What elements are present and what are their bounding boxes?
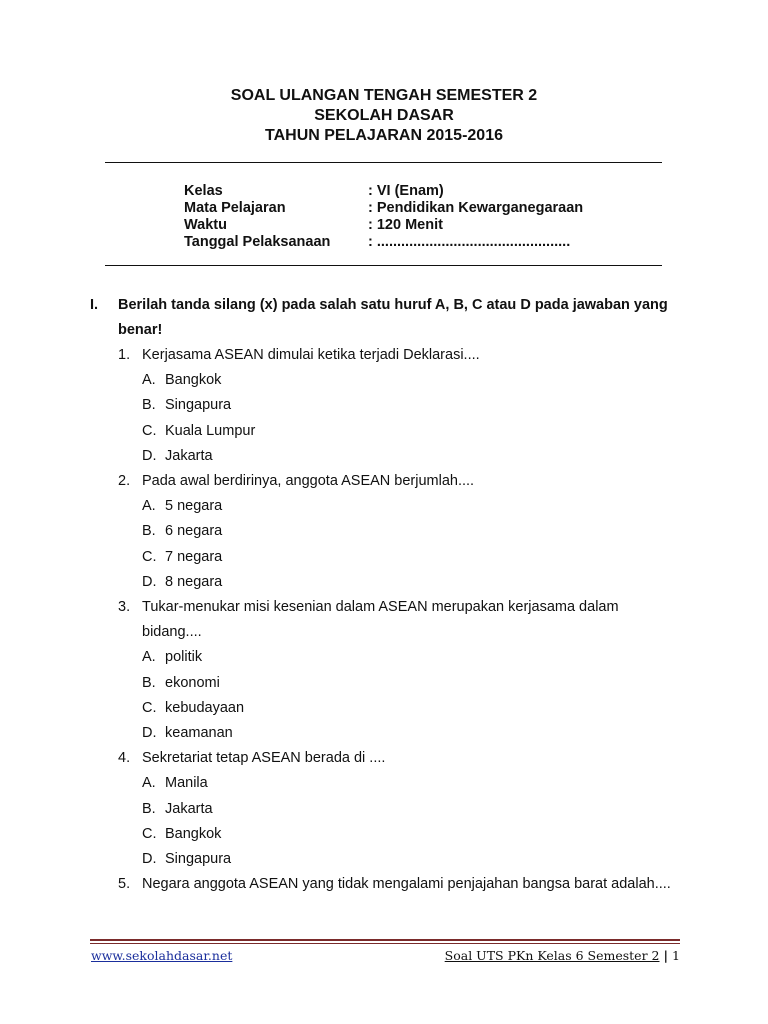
header-divider-top <box>105 162 662 163</box>
option-letter: A. <box>142 649 156 666</box>
question-number: 2. <box>118 473 131 490</box>
question-number: 1. <box>118 347 131 363</box>
option-letter: D. <box>142 447 157 464</box>
title-line-2: SEKOLAH DASAR <box>314 107 454 124</box>
info-value: : 120 Menit <box>368 217 443 233</box>
option-letter: C. <box>142 825 157 842</box>
option-text: 8 negara <box>165 573 223 590</box>
info-label: Kelas <box>184 183 223 199</box>
option-letter: C. <box>142 422 157 439</box>
header-divider-bottom <box>105 265 662 266</box>
option-b <box>142 393 680 418</box>
option-text: Singapura <box>165 851 232 868</box>
option-letter: D. <box>142 573 157 590</box>
option-text: kebudayaan <box>165 699 245 716</box>
info-row-tanggal <box>184 234 583 251</box>
footer-divider-thick <box>90 939 680 941</box>
info-row-kelas <box>184 183 583 200</box>
option-text: Jakarta <box>165 447 213 464</box>
info-value: : Pendidikan Kewarganegaraan <box>368 200 584 216</box>
info-label: Waktu <box>184 217 227 233</box>
section-multiple-choice <box>90 293 680 897</box>
option-c <box>142 822 680 847</box>
footer-divider-thin <box>90 943 680 944</box>
option-text: 6 negara <box>165 523 223 540</box>
option-text: Manila <box>165 775 208 792</box>
option-d <box>142 847 680 872</box>
option-letter: B. <box>142 800 156 817</box>
question-list <box>90 343 680 897</box>
option-text: Kuala Lumpur <box>165 422 256 439</box>
option-letter: C. <box>142 548 157 565</box>
question-1 <box>118 343 680 469</box>
question-5 <box>118 872 680 897</box>
option-text: keamanan <box>165 725 233 742</box>
option-c <box>142 419 680 444</box>
option-list <box>118 368 680 469</box>
option-a <box>142 645 680 670</box>
info-value: : ................................................ <box>368 234 571 250</box>
option-text: politik <box>165 649 203 666</box>
option-list <box>118 494 680 595</box>
option-b <box>142 797 680 822</box>
info-label: Mata Pelajaran <box>184 200 286 216</box>
option-text: Bangkok <box>165 372 222 389</box>
question-2 <box>118 469 680 595</box>
option-letter: A. <box>142 372 156 389</box>
option-letter: B. <box>142 674 156 691</box>
footer-caption-text: Soal UTS PKn Kelas 6 Semester 2 <box>444 948 660 963</box>
option-letter: A. <box>142 775 156 792</box>
option-text: Singapura <box>165 397 232 414</box>
option-d <box>142 444 680 469</box>
question-text: Negara anggota ASEAN yang tidak mengalami penjajahan bangsa barat adalah.... <box>142 876 671 893</box>
option-letter: D. <box>142 725 157 742</box>
website-link[interactable]: www.sekolahdasar.net <box>91 948 233 963</box>
question-4 <box>118 746 680 872</box>
option-c <box>142 696 680 721</box>
option-text: 7 negara <box>165 548 223 565</box>
title-line-3: TAHUN PELAJARAN 2015-2016 <box>265 127 503 144</box>
option-letter: A. <box>142 498 156 515</box>
option-a <box>142 771 680 796</box>
option-text: Bangkok <box>165 825 222 842</box>
page-number: 1 <box>672 948 680 963</box>
section-number: I. <box>90 297 99 313</box>
option-letter: C. <box>142 699 157 716</box>
info-label: Tanggal Pelaksanaan <box>184 234 331 250</box>
option-d <box>142 570 680 595</box>
option-text: Jakarta <box>165 800 213 817</box>
question-text: Pada awal berdirinya, anggota ASEAN berjumlah.... <box>142 473 475 490</box>
option-letter: D. <box>142 851 157 868</box>
page-footer-caption <box>445 948 680 963</box>
section-instruction: Berilah tanda silang (x) pada salah satu huruf A, B, C atau D pada jawaban yang benar! <box>118 297 668 338</box>
question-3 <box>118 595 680 746</box>
question-number: 5. <box>118 876 131 893</box>
option-list <box>118 771 680 872</box>
info-row-mata-pelajaran <box>184 200 583 217</box>
option-b <box>142 519 680 544</box>
question-number: 3. <box>118 599 131 616</box>
exam-info <box>184 183 583 251</box>
question-number: 4. <box>118 750 131 767</box>
question-text: Kerjasama ASEAN dimulai ketika terjadi Deklarasi.... <box>142 347 480 363</box>
option-text: ekonomi <box>165 674 220 691</box>
info-value: : VI (Enam) <box>368 183 444 199</box>
option-text: 5 negara <box>165 498 223 515</box>
document-title <box>0 86 768 146</box>
option-d <box>142 721 680 746</box>
option-list <box>118 645 680 746</box>
option-letter: B. <box>142 523 156 540</box>
footer-separator: | <box>663 948 669 963</box>
option-a <box>142 368 680 393</box>
title-line-1: SOAL ULANGAN TENGAH SEMESTER 2 <box>230 87 538 104</box>
option-b <box>142 671 680 696</box>
section-heading <box>90 293 680 343</box>
option-letter: B. <box>142 397 156 414</box>
question-text: Sekretariat tetap ASEAN berada di .... <box>142 750 386 767</box>
option-a <box>142 494 680 519</box>
option-c <box>142 545 680 570</box>
question-text: Tukar-menukar misi kesenian dalam ASEAN merupakan kerjasama dalam bidang.... <box>142 599 619 641</box>
info-row-waktu <box>184 217 583 234</box>
